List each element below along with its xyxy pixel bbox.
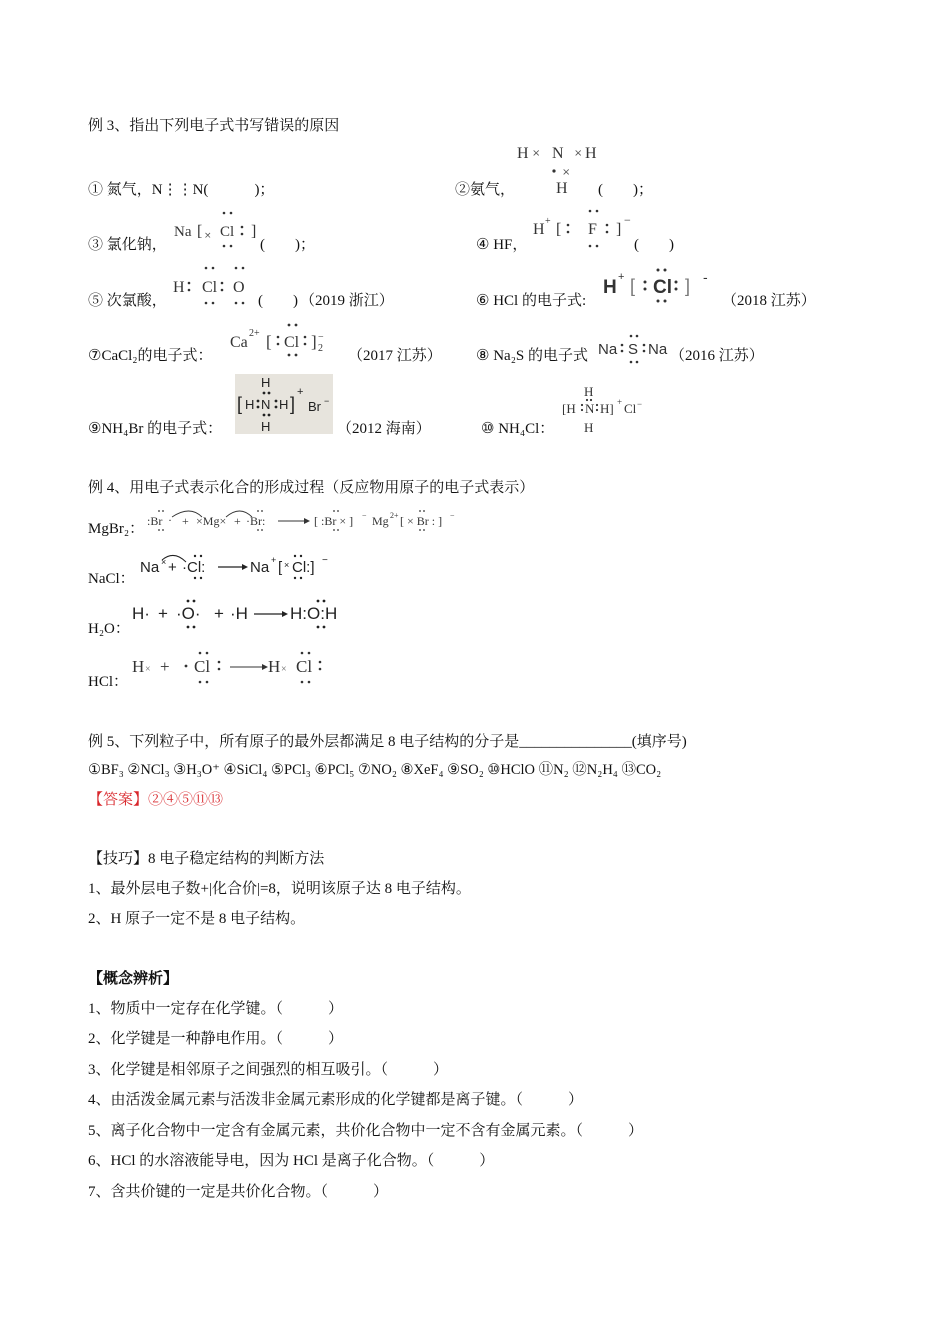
hcl-label: HCl： bbox=[88, 674, 129, 690]
svg-text:·Cl:: ·Cl: bbox=[182, 559, 206, 576]
svg-text:Ca: Ca bbox=[230, 334, 248, 351]
svg-text:×: × bbox=[281, 664, 287, 675]
svg-text:H:O:H: H:O:H bbox=[290, 604, 338, 623]
svg-text:Na: Na bbox=[140, 559, 160, 576]
svg-text:·H: ·H bbox=[230, 604, 248, 623]
item7-label: ⑦CaCl₂的电子式： bbox=[88, 348, 213, 364]
nh4cl-lewis-structure bbox=[560, 380, 652, 438]
item4-tail: ( ) bbox=[634, 237, 674, 253]
svg-text:N: N bbox=[261, 397, 271, 412]
svg-text:H: H bbox=[585, 145, 597, 162]
item1 bbox=[88, 181, 274, 199]
hcl-lewis-structure-bold bbox=[600, 264, 720, 306]
svg-text:×: × bbox=[562, 167, 571, 178]
answer-tag: 【答案】 bbox=[88, 792, 149, 808]
svg-text:−: − bbox=[324, 396, 330, 406]
svg-text:2+: 2+ bbox=[390, 511, 399, 520]
svg-text:·: · bbox=[168, 513, 172, 527]
svg-text:×: × bbox=[204, 231, 212, 241]
item6-source: （2018 江苏） bbox=[722, 293, 816, 309]
svg-text:H: H bbox=[132, 657, 145, 676]
svg-text:Na: Na bbox=[250, 559, 270, 576]
concept-item-7: 7、含共价键的一定是共价化合物。（ ） bbox=[88, 1184, 389, 1200]
svg-text:·O·: ·O· bbox=[176, 604, 201, 623]
svg-text:Mg: Mg bbox=[372, 514, 389, 528]
svg-text:+: + bbox=[160, 657, 170, 676]
item3-label: ③ 氯化钠， bbox=[88, 237, 167, 253]
svg-text:]: ] bbox=[311, 332, 317, 351]
answer-value: ②④⑤⑪⑬ bbox=[148, 792, 224, 808]
svg-text:+: + bbox=[545, 216, 551, 227]
svg-text:Na: Na bbox=[598, 341, 618, 358]
svg-text:O: O bbox=[233, 279, 245, 296]
svg-text:+: + bbox=[182, 514, 189, 528]
svg-text:2: 2 bbox=[318, 343, 323, 354]
nh4br-scan-image bbox=[235, 374, 333, 434]
example5-title: 例 5、下列粒子中，所有原子的最外层都满足 8 电子结构的分子是_______________(填序号) bbox=[88, 734, 687, 750]
svg-text:[ × Br : ]: [ × Br : ] bbox=[400, 514, 443, 528]
svg-text:×Mg×: ×Mg× bbox=[196, 514, 227, 528]
svg-text:H]: H] bbox=[600, 401, 614, 416]
svg-text:H: H bbox=[268, 657, 281, 676]
item1-formula: N⋮⋮N( bbox=[151, 182, 209, 198]
svg-text:−: − bbox=[362, 511, 367, 520]
svg-text:[: [ bbox=[197, 223, 203, 240]
svg-text:2+: 2+ bbox=[249, 328, 260, 339]
svg-text:−: − bbox=[322, 555, 328, 566]
svg-text:Na: Na bbox=[174, 224, 192, 240]
svg-text:H: H bbox=[584, 384, 594, 399]
concept-item-6: 6、HCl 的水溶液能导电，因为 HCl 是离子化合物。（ ） bbox=[88, 1153, 495, 1169]
nacl-label: NaCl： bbox=[88, 571, 135, 587]
svg-text:Cl: Cl bbox=[653, 277, 672, 298]
svg-text:H: H bbox=[556, 180, 568, 197]
svg-text:Na: Na bbox=[648, 341, 668, 358]
svg-text:Cl: Cl bbox=[284, 334, 300, 351]
svg-text:×: × bbox=[161, 557, 167, 567]
tip-title: 【技巧】8 电子稳定结构的判断方法 bbox=[88, 851, 325, 867]
item5-source: （2019 浙江） bbox=[300, 293, 394, 309]
item2-tail: ( )； bbox=[598, 182, 653, 198]
svg-text:−: − bbox=[624, 213, 631, 227]
svg-text:F: F bbox=[588, 221, 597, 238]
svg-text:Cl: Cl bbox=[202, 279, 218, 296]
svg-text:[: [ bbox=[630, 276, 636, 296]
svg-text::Br: :Br bbox=[147, 514, 163, 528]
nh4br-lewis-structure bbox=[235, 374, 333, 434]
item5-tail: ( ) bbox=[258, 293, 298, 309]
example4-title: 例 4、用电子式表示化合的形成过程（反应物用原子的电子式表示） bbox=[88, 480, 535, 496]
svg-text:N: N bbox=[585, 401, 595, 416]
nacl-formation-process bbox=[138, 548, 338, 582]
na2s-lewis-structure bbox=[596, 332, 674, 366]
svg-text:H: H bbox=[261, 375, 271, 390]
svg-text:H: H bbox=[279, 397, 289, 412]
svg-text:S: S bbox=[628, 341, 639, 358]
svg-text:Br: Br bbox=[308, 399, 321, 414]
svg-text:N: N bbox=[552, 145, 564, 162]
svg-text:Cl:]: Cl:] bbox=[292, 559, 315, 576]
hclo-lewis-structure bbox=[170, 262, 260, 306]
svg-text:[: [ bbox=[556, 221, 562, 238]
tip-line-1: 1、最外层电子数+|化合价|=8，说明该原子达 8 电子结构。 bbox=[88, 881, 471, 897]
item1-tail: )； bbox=[254, 182, 275, 198]
svg-text:H: H bbox=[603, 277, 617, 298]
item2-label: ②氨气， bbox=[455, 182, 516, 198]
svg-text:+: + bbox=[297, 386, 304, 398]
svg-text:×: × bbox=[532, 148, 541, 159]
example5-answer bbox=[88, 791, 223, 809]
svg-text:Cl: Cl bbox=[296, 657, 313, 676]
svg-text:·Br:: ·Br: bbox=[246, 514, 266, 528]
svg-text:-: - bbox=[703, 269, 708, 285]
svg-text:×: × bbox=[145, 664, 151, 675]
svg-text:[H: [H bbox=[562, 401, 576, 416]
svg-text:]: ] bbox=[251, 223, 257, 240]
svg-text:+: + bbox=[234, 514, 241, 528]
hcl-formation-process bbox=[130, 646, 340, 686]
concept-item-1: 1、物质中一定存在化学键。（ ） bbox=[88, 1001, 344, 1017]
concept-item-4: 4、由活泼金属元素与活泼非金属元素形成的化学键都是离子键。（ ） bbox=[88, 1092, 584, 1108]
svg-text:+: + bbox=[214, 604, 224, 623]
concept-item-3: 3、化学键是相邻原子之间强烈的相互吸引。（ ） bbox=[88, 1062, 449, 1078]
nacl-lewis-structure bbox=[172, 206, 267, 250]
svg-text:H: H bbox=[261, 419, 271, 434]
item9-source: （2012 海南） bbox=[337, 421, 431, 437]
svg-text:−: − bbox=[450, 511, 455, 520]
item8-source: （2016 江苏） bbox=[670, 348, 764, 364]
svg-text:Cl: Cl bbox=[624, 401, 637, 416]
svg-text:−: − bbox=[318, 332, 324, 343]
svg-text:+: + bbox=[617, 397, 623, 407]
svg-text:H: H bbox=[533, 221, 545, 238]
h2o-label: H₂O： bbox=[88, 621, 130, 637]
item10-label: ⑩ NH₄Cl： bbox=[481, 421, 555, 437]
svg-text:[: [ bbox=[266, 332, 272, 351]
concept-title: 【概念辨析】 bbox=[88, 970, 179, 987]
concept-item-2: 2、化学键是一种静电作用。（ ） bbox=[88, 1031, 344, 1047]
svg-text:H: H bbox=[584, 420, 594, 435]
svg-text:[: [ bbox=[278, 559, 283, 576]
svg-text:Cl: Cl bbox=[220, 224, 235, 240]
svg-text:−: − bbox=[637, 399, 643, 409]
svg-text:H: H bbox=[517, 145, 529, 162]
svg-text:]: ] bbox=[685, 276, 691, 296]
item3-tail: ( )； bbox=[260, 237, 315, 253]
mgbr2-label: MgBr₂： bbox=[88, 521, 145, 537]
cacl2-lewis-structure bbox=[228, 320, 340, 362]
svg-text:[ :Br × ]: [ :Br × ] bbox=[314, 514, 354, 528]
svg-text:H: H bbox=[173, 279, 185, 296]
hf-lewis-structure bbox=[530, 204, 640, 250]
svg-text:+: + bbox=[158, 604, 168, 623]
example5-options: ①BF₃ ②NCl₃ ③H₃O⁺ ④SiCl₄ ⑤PCl₃ ⑥PCl₅ ⑦NO₂ ⑧XeF₄ ⑨SO₂ ⑩HClO ⑪N₂ ⑫N₂H₄ ⑬CO₂ bbox=[88, 762, 662, 778]
item9-label: ⑨NH₄Br 的电子式： bbox=[88, 421, 223, 437]
svg-text:]: ] bbox=[290, 394, 296, 414]
svg-text:[: [ bbox=[237, 394, 243, 414]
h2o-formation-process bbox=[130, 594, 370, 632]
item4-label: ④ HF， bbox=[476, 237, 528, 253]
svg-text:+: + bbox=[271, 555, 277, 565]
ammonia-lewis-structure bbox=[512, 140, 607, 200]
item5-label: ⑤ 次氯酸， bbox=[88, 293, 167, 309]
svg-text:+: + bbox=[168, 559, 177, 576]
example3-title: 例 3、指出下列电子式书写错误的原因 bbox=[88, 118, 340, 134]
svg-text:Cl: Cl bbox=[194, 657, 211, 676]
svg-text:+: + bbox=[618, 271, 625, 283]
concept-item-5: 5、离子化合物中一定含有金属元素，共价化合物中一定不含有金属元素。（ ） bbox=[88, 1123, 644, 1139]
item7-source: （2017 江苏） bbox=[348, 348, 442, 364]
tip-line-2: 2、H 原子一定不是 8 电子结构。 bbox=[88, 911, 306, 927]
svg-text:H: H bbox=[245, 397, 255, 412]
svg-text:×: × bbox=[574, 148, 583, 159]
mgbr2-formation-process bbox=[142, 503, 472, 537]
item1-label: ① 氮气， bbox=[88, 182, 152, 198]
svg-text:]: ] bbox=[616, 221, 622, 238]
item8-label: ⑧ Na₂S 的电子式 bbox=[476, 348, 589, 364]
item6-label: ⑥ HCl 的电子式: bbox=[476, 293, 587, 309]
svg-text:H·: H· bbox=[132, 604, 150, 623]
svg-text:×: × bbox=[284, 560, 290, 570]
